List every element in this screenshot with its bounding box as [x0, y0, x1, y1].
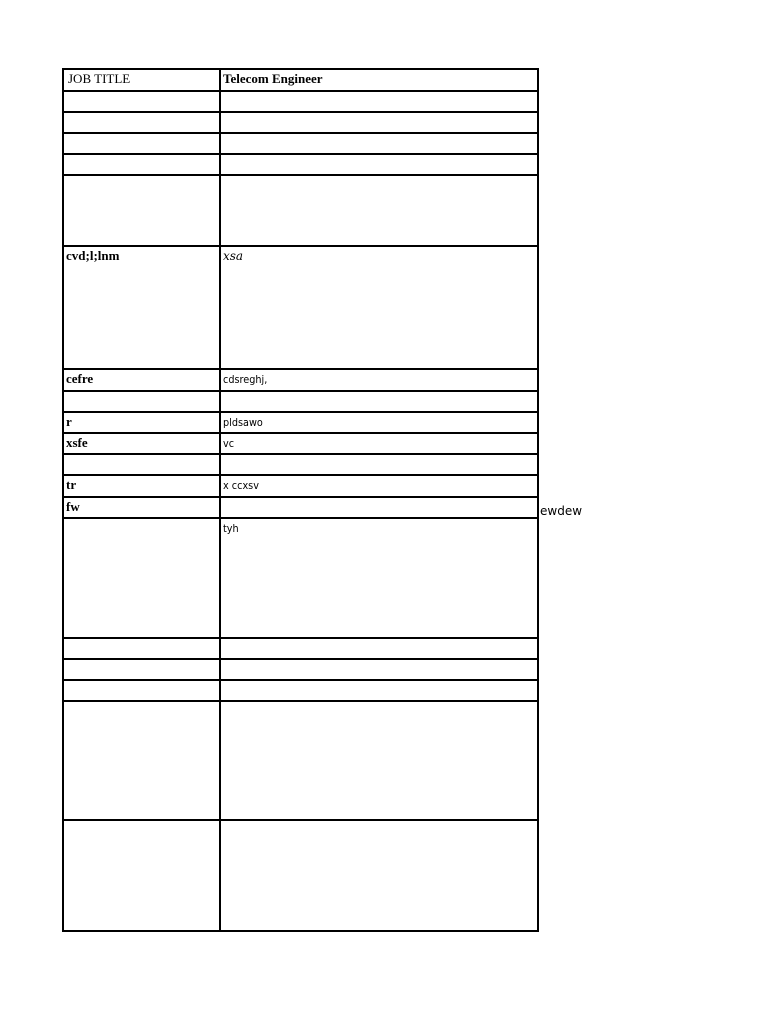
table-row — [63, 391, 538, 412]
table-row — [63, 69, 538, 91]
table-row — [63, 369, 538, 391]
table-cell — [220, 391, 538, 412]
table-row — [63, 475, 538, 497]
table-row — [63, 175, 538, 246]
table-cell — [63, 638, 220, 659]
job-title-value-cell — [220, 69, 538, 91]
table-row — [63, 133, 538, 154]
row-label: cefre — [66, 371, 94, 386]
table-cell — [220, 133, 538, 154]
row-label-cell — [63, 475, 220, 497]
table-row — [63, 701, 538, 820]
table-row — [63, 412, 538, 433]
table-cell — [220, 659, 538, 680]
table-row — [63, 91, 538, 112]
row-label-cell — [63, 246, 220, 369]
table-cell — [63, 659, 220, 680]
table-row — [63, 112, 538, 133]
row-value: pldsawo — [223, 416, 263, 429]
table-row — [63, 454, 538, 475]
table-row — [63, 246, 538, 369]
row-label: xsfe — [66, 435, 88, 450]
row-label-cell — [63, 369, 220, 391]
row-value: tyh — [223, 522, 239, 535]
table-cell — [220, 454, 538, 475]
row-label: r — [66, 414, 72, 429]
row-value-cell — [220, 246, 538, 369]
table-cell — [220, 680, 538, 701]
table-row — [63, 638, 538, 659]
table-cell — [63, 175, 220, 246]
row-value: x ccxsv — [223, 479, 259, 492]
table-row — [63, 659, 538, 680]
table-cell — [63, 518, 220, 638]
table-cell — [63, 91, 220, 112]
table-cell — [63, 701, 220, 820]
table-row — [63, 433, 538, 454]
row-label: fw — [66, 499, 80, 514]
row-value-cell — [220, 433, 538, 454]
table-row — [63, 680, 538, 701]
table-cell — [63, 454, 220, 475]
row-value: vc — [223, 437, 235, 450]
row-label: tr — [66, 477, 77, 492]
table-cell — [220, 701, 538, 820]
table-row — [63, 820, 538, 931]
row-label: cvd;l;lnm — [66, 248, 120, 263]
table-cell — [220, 154, 538, 175]
side-note: ewdew — [540, 504, 583, 518]
table-cell — [63, 391, 220, 412]
table-cell — [63, 133, 220, 154]
table-cell — [63, 112, 220, 133]
row-value: cdsreghj, — [223, 373, 268, 386]
table-cell — [63, 154, 220, 175]
job-title-value: Telecom Engineer — [223, 71, 323, 86]
table-row — [63, 154, 538, 175]
table-cell — [220, 820, 538, 931]
table-cell — [220, 91, 538, 112]
row-value-cell — [220, 412, 538, 433]
job-title-label: JOB TITLE — [68, 71, 131, 86]
job-title-label-cell — [63, 69, 220, 91]
row-label-cell — [63, 412, 220, 433]
job-description-table — [62, 68, 539, 932]
table-cell — [63, 680, 220, 701]
table-cell — [220, 638, 538, 659]
table-cell — [220, 112, 538, 133]
row-value-cell — [220, 475, 538, 497]
table-cell — [220, 497, 538, 518]
row-value-cell — [220, 369, 538, 391]
row-value: xsa — [223, 249, 244, 263]
table-row — [63, 497, 538, 518]
row-label-cell — [63, 497, 220, 518]
table-cell — [63, 820, 220, 931]
row-label-cell — [63, 433, 220, 454]
row-value-cell — [220, 518, 538, 638]
table-row — [63, 518, 538, 638]
table-cell — [220, 175, 538, 246]
